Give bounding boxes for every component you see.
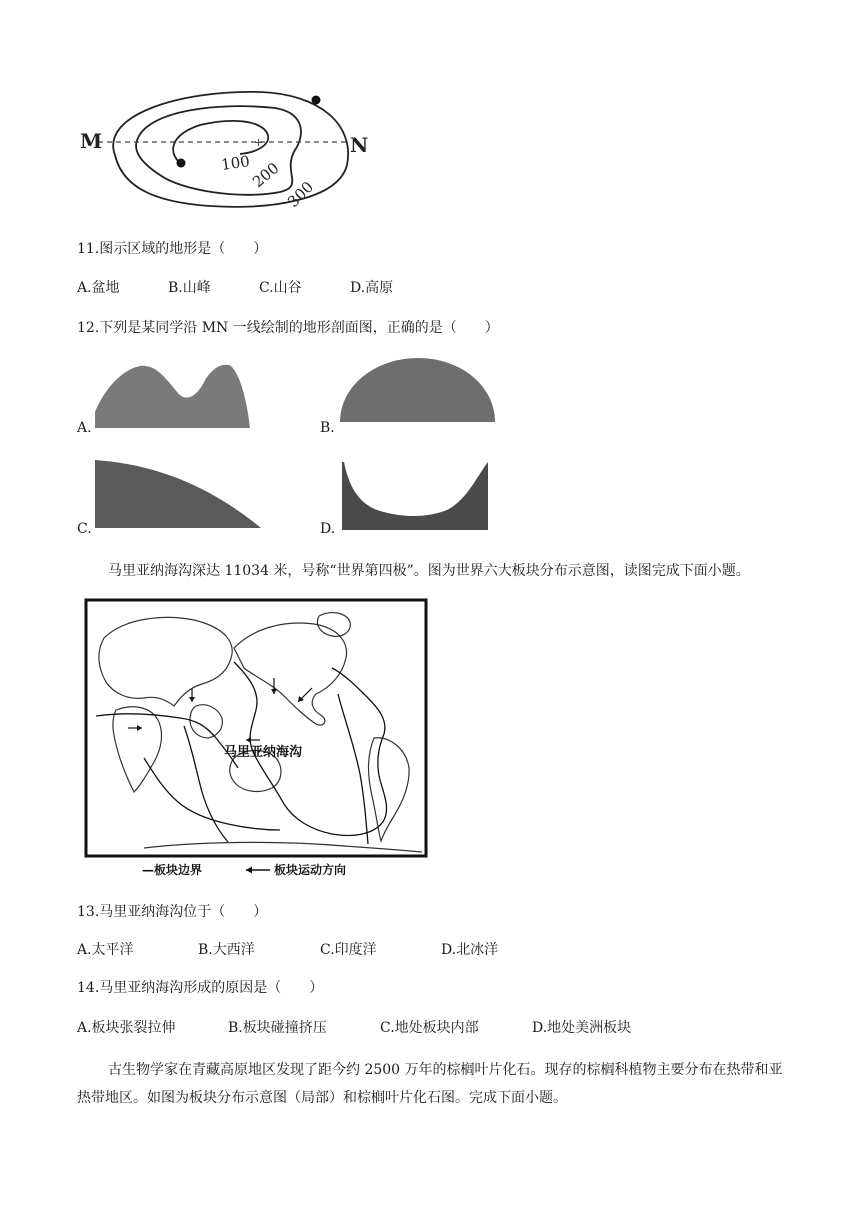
contour-label-300: 300 (284, 177, 318, 211)
contour-map (70, 80, 390, 220)
q11-option-c[interactable]: C.山谷 (259, 280, 302, 296)
q12-option-d[interactable]: D. (320, 521, 336, 537)
q11-option-d[interactable]: D.高原 (350, 280, 394, 296)
point-marker-top (312, 96, 321, 105)
q13-option-d[interactable]: D.北冰洋 (441, 942, 499, 958)
q13-stem: 13.马里亚纳海沟位于（ ） (77, 904, 268, 920)
passage-mariana: 马里亚纳海沟深达 11034 米，号称“世界第四极”。图为世界六大板块分布示意图，读图完成下面小题。 (108, 563, 750, 579)
profile-c-image (95, 460, 261, 528)
q14-option-d[interactable]: D.地处美洲板块 (532, 1020, 632, 1036)
profile-b-image (340, 356, 495, 422)
q13-option-a[interactable]: A.太平洋 (77, 942, 134, 958)
contour-label-100: 100 (220, 152, 251, 174)
trench-label: 马里亚纳海沟 (224, 745, 303, 760)
contour-line-200 (136, 106, 301, 195)
q13-option-b[interactable]: B.大西洋 (198, 942, 255, 958)
label-n: N (350, 133, 369, 157)
legend-boundary: —板块边界 (142, 863, 203, 877)
q13-option-c[interactable]: C.印度洋 (320, 942, 377, 958)
label-m: M (80, 129, 103, 153)
q11-option-b[interactable]: B.山峰 (168, 280, 211, 296)
plate-map (84, 598, 430, 883)
q12-option-b[interactable]: B. (320, 420, 335, 436)
plus-marker: + (254, 136, 264, 149)
q14-option-c[interactable]: C.地处板块内部 (380, 1020, 479, 1036)
legend-motion: 板块运动方向 (274, 863, 347, 877)
q12-option-c[interactable]: C. (77, 521, 92, 537)
q14-option-b[interactable]: B.板块碰撞挤压 (228, 1020, 327, 1036)
q14-option-a[interactable]: A.板块张裂拉伸 (77, 1020, 176, 1036)
contour-label-200: 200 (249, 158, 283, 192)
q11-option-a[interactable]: A.盆地 (77, 280, 120, 296)
q12-option-a[interactable]: A. (77, 420, 92, 436)
q12-stem: 12.下列是某同学沿 MN 一线绘制的地形剖面图，正确的是（ ） (77, 320, 499, 336)
passage-palm-fossil: 古生物学家在青藏高原地区发现了距今约 2500 万年的棕榈叶片化石。现存的棕榈科植物主要分布在热带和亚热带地区。如图为板块分布示意图（局部）和棕榈叶片化石图。完成下面小题。 (77, 1062, 783, 1106)
point-marker-inner (177, 159, 186, 168)
q11-stem: 11.图示区域的地形是（ ） (77, 241, 268, 257)
profile-a-image (95, 362, 250, 428)
profile-d-image (342, 462, 488, 530)
q14-stem: 14.马里亚纳海沟形成的原因是（ ） (77, 980, 324, 996)
